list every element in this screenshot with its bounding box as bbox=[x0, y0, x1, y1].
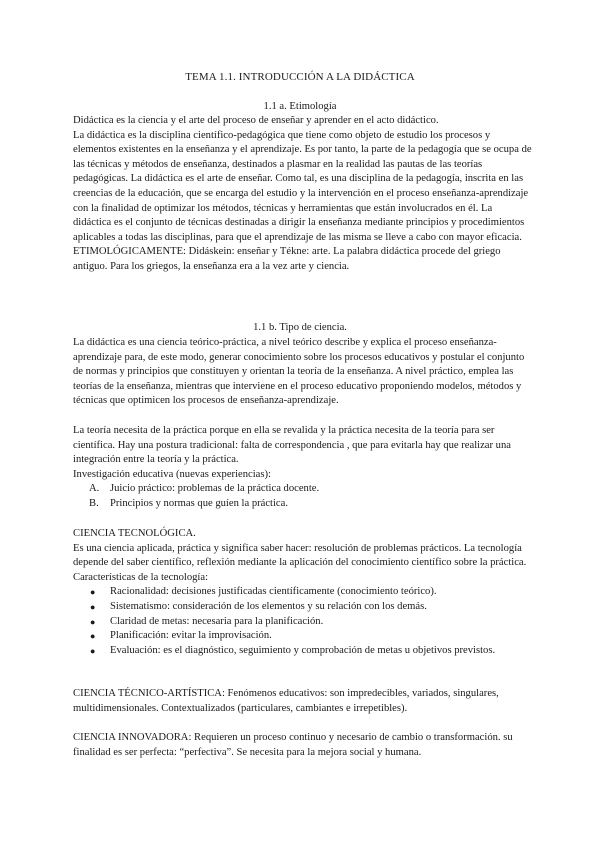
paragraph: Investigación educativa (nuevas experiencias): bbox=[73, 468, 271, 480]
paragraph: Didáctica es la ciencia y el arte del proceso de enseñar y aprender en el acto didáctico. bbox=[73, 115, 439, 126]
paragraph: La teoría necesita de la práctica porque en ella se revalida y la práctica necesita de la teoría para ser científica. Hay una postura tradicional: falta de correspondencia , que para evitarla hay que realizar una integración entre la teoría y la práctica. bbox=[73, 425, 511, 466]
section-heading-ciencia-tecnologica: CIENCIA TECNOLÓGICA. bbox=[73, 528, 196, 539]
section-tipo-ciencia bbox=[73, 336, 533, 409]
list-item: ● Planificación: evitar la improvisación. bbox=[73, 629, 533, 644]
list-item: ● Racionalidad: decisiones justificadas científicamente (conocimiento teórico). bbox=[73, 585, 533, 600]
bullet-icon: ● bbox=[90, 645, 96, 656]
bullet-icon: ● bbox=[90, 587, 96, 598]
list-item: A. Juicio práctico: problemas de la práctica docente. bbox=[73, 482, 533, 497]
section-ciencia-tecnico-artistica bbox=[73, 687, 533, 716]
paragraph: La didáctica es la disciplina científico-pedagógica que tiene como objeto de estudio los procesos y elementos existentes en la enseñanza y el aprendizaje. Es por tanto, la parte de la pedagogía que se ocupa de las técnicas y métodos de enseñanza, destinados a plasmar en la realidad las pautas de las teorías pedagógicas. La didáctica es el arte de enseñar. Como tal, es una disciplina de la pedagogía, inscrita en las creencias de la educación, que se encarga del estudio y la intervención en el proceso enseñanza-aprendizaje con la finalidad de optimizar los métodos, técnicas y herramientas que están involucrados en él. La didáctica es el conjunto de técnicas destinadas a dirigir la enseñanza mediante principios y procedimientos aplicables a todas las disciplinas, para que el aprendizaje de las misma se lleve a cabo con mayor eficacia. bbox=[73, 129, 532, 243]
document-title: TEMA 1.1. INTRODUCCIÓN A LA DIDÁCTICA bbox=[185, 71, 415, 83]
bullet-icon: ● bbox=[90, 601, 96, 612]
bullet-icon: ● bbox=[90, 616, 96, 627]
list-item: ● Evaluación: es el diagnóstico, seguimiento y comprobación de metas u objetivos previstos. bbox=[73, 644, 533, 659]
paragraph: Características de la tecnología: bbox=[73, 571, 209, 583]
list-item: ● Sistematismo: consideración de los elementos y su relación con los demás. bbox=[73, 600, 533, 615]
section-etimologia bbox=[73, 114, 533, 275]
list-item: B. Principios y normas que guíen la práctica. bbox=[73, 497, 533, 512]
section-heading-tipo-ciencia: 1.1 b. Tipo de ciencia. bbox=[253, 322, 347, 333]
section-ciencia-tecnologica bbox=[73, 527, 533, 658]
paragraph: La didáctica es una ciencia teórico-práctica, a nivel teórico describe y explica el proceso enseñanza-aprendizaje para, de este modo, generar conocimiento sobre los procesos educativos y postular el conjunto de normas y principios que constituyen y orientan la teoría de la enseñanza. A nivel práctico, emplea las teorías de la enseñanza, mientras que interviene en el proceso educativo proponiendo modelos, métodos y técnicas que optimicen los procesos de enseñanza-aprendizaje. bbox=[73, 337, 525, 407]
section-teoria-practica bbox=[73, 424, 533, 512]
list-marker: B. bbox=[89, 497, 99, 509]
bullet-icon: ● bbox=[90, 631, 96, 642]
list-marker: A. bbox=[89, 483, 100, 495]
paragraph: CIENCIA TÉCNICO-ARTÍSTICA: Fenómenos educativos: son impredecibles, variados, singulares, multidimensionales. Contextualizados (particulares, cambiantes e irrepetibles). bbox=[73, 688, 499, 714]
paragraph: Es una ciencia aplicada, práctica y significa saber hacer: resolución de problemas prácticos. La tecnología depende del saber científico, reflexión mediante la aplicación del conocimiento científico sobre la práctica. bbox=[73, 542, 527, 569]
section-heading-etimologia: 1.1 a. Etimología bbox=[263, 101, 337, 112]
paragraph: ETIMOLÓGICAMENTE: Didáskein: enseñar y Tékne: arte. La palabra didáctica procede del griego antiguo. Para los griegos, la enseñanza era a la vez arte y ciencia. bbox=[73, 246, 501, 272]
investigation-list bbox=[73, 482, 533, 511]
paragraph: CIENCIA INNOVADORA: Requieren un proceso continuo y necesario de cambio o transformación. su finalidad es ser perfecta: “perfectiva”. Se necesita para la mejora social y humana. bbox=[73, 732, 513, 758]
section-ciencia-innovadora bbox=[73, 731, 533, 760]
characteristics-list bbox=[73, 585, 533, 658]
list-item: ● Claridad de metas: necesaria para la planificación. bbox=[73, 615, 533, 630]
